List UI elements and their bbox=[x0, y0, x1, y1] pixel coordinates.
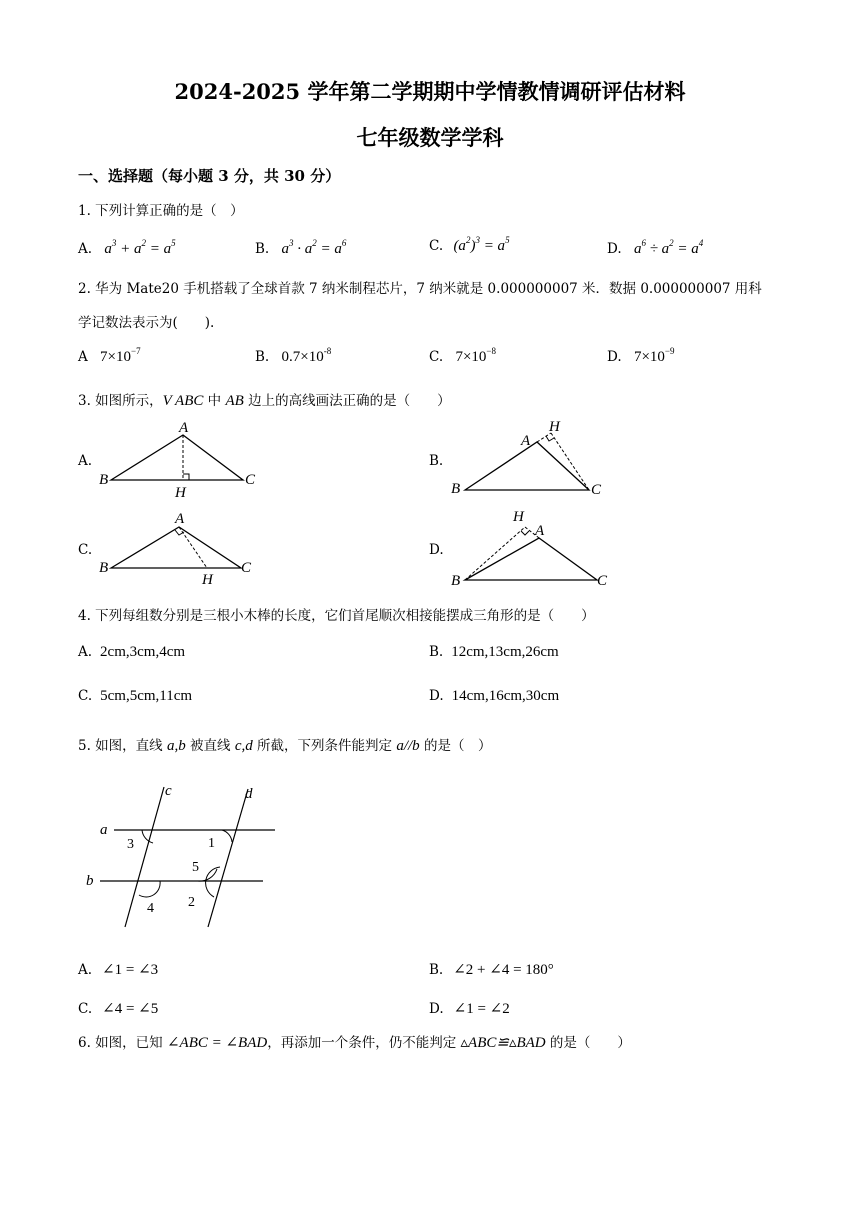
svg-text:2: 2 bbox=[188, 895, 195, 910]
svg-text:B: B bbox=[451, 481, 461, 497]
svg-text:H: H bbox=[175, 485, 186, 500]
question-2-option-a: A $7\times 10^{-7}$ bbox=[78, 346, 141, 365]
question-1-stem: 1. 下列计算正确的是（ ） bbox=[78, 203, 244, 219]
svg-text:A: A bbox=[535, 523, 545, 539]
question-1-option-d: D. $a^6 \div a^2 = a^4$ bbox=[607, 238, 704, 257]
svg-text:H: H bbox=[549, 419, 560, 435]
figure-5-parallel-lines bbox=[80, 775, 290, 935]
figure-3b bbox=[445, 415, 620, 500]
question-1-option-a: A. $a^3 + a^2 = a^5$ bbox=[78, 238, 176, 257]
question-4-option-d: D. 14cm,16cm,30cm bbox=[429, 688, 560, 704]
question-3-option-a: A. bbox=[78, 453, 93, 469]
svg-text:1: 1 bbox=[208, 836, 215, 851]
svg-text:b: b bbox=[86, 873, 94, 889]
svg-text:3: 3 bbox=[127, 837, 134, 852]
svg-text:B: B bbox=[99, 560, 109, 576]
document-title: 2024-2025 学年第二学期期中学情教情调研评估材料 bbox=[174, 79, 686, 104]
figure-3c bbox=[95, 505, 270, 590]
question-3-option-d: D. bbox=[429, 542, 444, 558]
svg-text:A: A bbox=[521, 433, 531, 449]
question-2-option-d: D. $7\times 10^{-9}$ bbox=[607, 346, 675, 365]
question-2-line1: 2. 华为 Mate20 手机搭载了全球首款 7 纳米制程芯片，7 纳米就是 0.000000007 米．数据 0.000000007 用科 bbox=[78, 281, 762, 297]
question-4-option-b: B. 12cm,13cm,26cm bbox=[429, 644, 559, 660]
question-5-option-c: C. ∠4 = ∠5 bbox=[78, 1001, 159, 1017]
question-2-option-b: B. $0.7\times 10^{-8}$ bbox=[255, 346, 332, 365]
question-4-option-a: A. 2cm,3cm,4cm bbox=[78, 644, 186, 660]
question-5-option-a: A. ∠1 = ∠3 bbox=[78, 962, 159, 978]
svg-text:B: B bbox=[99, 472, 109, 488]
svg-text:C: C bbox=[591, 482, 602, 498]
svg-text:c: c bbox=[165, 783, 172, 799]
question-3-option-b: B. bbox=[429, 453, 444, 469]
svg-text:H: H bbox=[202, 572, 213, 588]
document-subtitle: 七年级数学学科 bbox=[356, 125, 504, 150]
question-1-option-b: B. $a^3 \cdot a^2 = a^6$ bbox=[255, 238, 347, 257]
svg-text:5: 5 bbox=[192, 860, 199, 875]
question-4-stem: 4. 下列每组数分别是三根小木棒的长度，它们首尾顺次相接能摆成三角形的是（ ） bbox=[78, 608, 595, 624]
question-2-option-c: C. $7\times 10^{-8}$ bbox=[429, 346, 496, 365]
question-1-option-c: C. $(a^2)^3 = a^5$ bbox=[429, 235, 510, 254]
svg-text:C: C bbox=[241, 560, 252, 576]
svg-text:A: A bbox=[175, 511, 185, 527]
svg-text:a: a bbox=[100, 822, 108, 838]
question-4-option-c: C. 5cm,5cm,11cm bbox=[78, 688, 193, 704]
question-3-option-c: C. bbox=[78, 542, 93, 558]
svg-text:A: A bbox=[179, 420, 189, 436]
question-5-option-d: D. ∠1 = ∠2 bbox=[429, 1001, 510, 1017]
svg-text:4: 4 bbox=[147, 901, 154, 916]
svg-text:C: C bbox=[597, 573, 608, 589]
question-3-stem: 3. 如图所示，V ABC 中 AB 边上的高线画法正确的是（ ） bbox=[78, 393, 451, 409]
section-heading: 一、选择题（每小题 3 分，共 30 分） bbox=[78, 167, 341, 185]
question-2-line2: 学记数法表示为( ). bbox=[78, 315, 215, 331]
question-6-stem: 6. 如图，已知 ∠ABC = ∠BAD，再添加一个条件，仍不能判定 ▵ABC≌▵BAD 的是（ ） bbox=[78, 1035, 631, 1051]
svg-text:d: d bbox=[245, 786, 253, 802]
svg-text:H: H bbox=[513, 509, 524, 525]
svg-text:B: B bbox=[451, 573, 461, 589]
question-5-option-b: B. ∠2 + ∠4 = 180° bbox=[429, 962, 554, 978]
figure-3d bbox=[445, 505, 620, 590]
figure-3a bbox=[95, 415, 270, 500]
question-5-stem: 5. 如图，直线 a,b 被直线 c,d 所截，下列条件能判定 a//b 的是（ ） bbox=[78, 738, 492, 754]
svg-text:C: C bbox=[245, 472, 256, 488]
